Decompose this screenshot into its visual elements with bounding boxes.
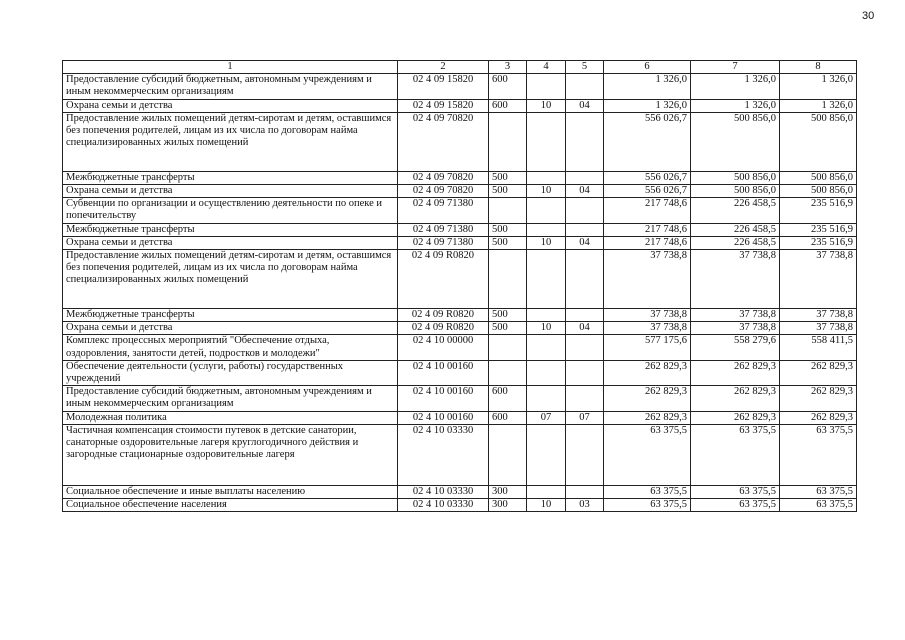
row-code-cell: 02 4 09 71380 [398,236,489,249]
row-col4-cell [527,198,566,223]
row-value7-cell: 262 829,3 [691,386,780,411]
row-col3-cell [489,198,527,223]
row-col3-cell: 300 [489,485,527,498]
row-col5-cell [566,74,604,99]
row-value7-cell: 262 829,3 [691,360,780,385]
table-row [63,250,857,309]
row-value7-cell: 226 458,5 [691,223,780,236]
row-value7-cell: 500 856,0 [691,171,780,184]
row-value8-cell: 37 738,8 [780,309,857,322]
row-col3-cell: 600 [489,74,527,99]
row-value7-cell: 37 738,8 [691,250,780,309]
row-name-cell: Межбюджетные трансферты [63,171,398,184]
row-code-cell: 02 4 09 70820 [398,171,489,184]
row-col4-cell [527,74,566,99]
row-value6-cell: 1 326,0 [604,74,691,99]
row-code-cell: 02 4 09 70820 [398,185,489,198]
row-value7-cell: 226 458,5 [691,236,780,249]
header-cell: 6 [604,61,691,74]
row-value7-cell: 63 375,5 [691,485,780,498]
row-value7-cell: 37 738,8 [691,322,780,335]
table-row [63,99,857,112]
row-name-cell: Охрана семьи и детства [63,236,398,249]
row-col5-cell: 04 [566,99,604,112]
row-value8-cell: 63 375,5 [780,424,857,485]
row-value8-cell: 262 829,3 [780,360,857,385]
row-value6-cell: 37 738,8 [604,309,691,322]
row-code-cell: 02 4 10 00160 [398,360,489,385]
row-value6-cell: 577 175,6 [604,335,691,360]
row-col3-cell [489,112,527,171]
row-name-cell: Социальное обеспечение и иные выплаты населению [63,485,398,498]
row-name-cell: Субвенции по организации и осуществлению деятельности по опеке и попечительству [63,198,398,223]
row-col5-cell [566,386,604,411]
row-col5-cell: 07 [566,411,604,424]
row-col4-cell [527,112,566,171]
row-value7-cell: 63 375,5 [691,499,780,512]
row-col3-cell: 500 [489,236,527,249]
header-row [63,61,857,74]
row-value7-cell: 500 856,0 [691,112,780,171]
row-value7-cell: 226 458,5 [691,198,780,223]
table-row [63,198,857,223]
row-value8-cell: 235 516,9 [780,198,857,223]
row-col5-cell [566,360,604,385]
header-cell: 8 [780,61,857,74]
row-value6-cell: 63 375,5 [604,485,691,498]
table-row [63,386,857,411]
row-name-cell: Молодежная политика [63,411,398,424]
row-value6-cell: 63 375,5 [604,499,691,512]
row-code-cell: 02 4 10 00160 [398,386,489,411]
row-name-cell: Предоставление жилых помещений детям-сиротам и детям, оставшимся без попечения родителей, лицам из их числа по договорам найма специализированных жилых помещений [63,250,398,309]
row-col3-cell: 500 [489,171,527,184]
row-col4-cell [527,386,566,411]
row-value8-cell: 262 829,3 [780,411,857,424]
row-col5-cell [566,485,604,498]
row-value8-cell: 37 738,8 [780,250,857,309]
table-row [63,112,857,171]
row-col4-cell: 07 [527,411,566,424]
row-col3-cell: 500 [489,322,527,335]
row-col4-cell [527,171,566,184]
row-name-cell: Охрана семьи и детства [63,322,398,335]
table-row [63,185,857,198]
row-col5-cell [566,223,604,236]
row-name-cell: Обеспечение деятельности (услуги, работы) государственных учреждений [63,360,398,385]
row-value6-cell: 63 375,5 [604,424,691,485]
row-col4-cell: 10 [527,99,566,112]
row-value6-cell: 217 748,6 [604,223,691,236]
row-value6-cell: 37 738,8 [604,250,691,309]
row-code-cell: 02 4 10 00160 [398,411,489,424]
row-value7-cell: 1 326,0 [691,74,780,99]
row-col4-cell [527,335,566,360]
table-row [63,74,857,99]
row-col5-cell [566,424,604,485]
row-value8-cell: 1 326,0 [780,74,857,99]
row-value8-cell: 500 856,0 [780,185,857,198]
row-col4-cell: 10 [527,185,566,198]
row-name-cell: Частичная компенсация стоимости путевок в детские санатории, санаторные оздоровительные лагеря круглогодичного действия и загородные стационарные оздоровительные лагеря [63,424,398,485]
table-row [63,360,857,385]
row-value6-cell: 262 829,3 [604,360,691,385]
row-name-cell: Комплекс процессных мероприятий "Обеспечение отдыха, оздоровления, занятости детей, подростков и молодежи" [63,335,398,360]
row-name-cell: Межбюджетные трансферты [63,223,398,236]
row-code-cell: 02 4 09 71380 [398,223,489,236]
table-row [63,171,857,184]
row-value7-cell: 500 856,0 [691,185,780,198]
row-value8-cell: 235 516,9 [780,223,857,236]
table-row [63,335,857,360]
row-col5-cell [566,309,604,322]
row-value8-cell: 558 411,5 [780,335,857,360]
row-name-cell: Предоставление субсидий бюджетным, автономным учреждениям и иным некоммерческим организациям [63,74,398,99]
row-value8-cell: 1 326,0 [780,99,857,112]
row-value6-cell: 556 026,7 [604,112,691,171]
row-col5-cell [566,335,604,360]
header-cell: 2 [398,61,489,74]
row-col5-cell: 04 [566,185,604,198]
row-value8-cell: 63 375,5 [780,485,857,498]
row-value6-cell: 262 829,3 [604,411,691,424]
row-col5-cell [566,171,604,184]
table-row [63,223,857,236]
row-name-cell: Межбюджетные трансферты [63,309,398,322]
header-cell: 1 [63,61,398,74]
row-col3-cell: 600 [489,386,527,411]
row-value6-cell: 37 738,8 [604,322,691,335]
row-code-cell: 02 4 09 R0820 [398,250,489,309]
row-col3-cell [489,424,527,485]
row-value7-cell: 1 326,0 [691,99,780,112]
row-col4-cell [527,485,566,498]
row-value8-cell: 262 829,3 [780,386,857,411]
row-col3-cell: 600 [489,411,527,424]
row-code-cell: 02 4 09 70820 [398,112,489,171]
row-value8-cell: 63 375,5 [780,499,857,512]
row-code-cell: 02 4 09 71380 [398,198,489,223]
row-value6-cell: 217 748,6 [604,236,691,249]
row-col3-cell: 600 [489,99,527,112]
row-col5-cell: 04 [566,322,604,335]
table-row [63,485,857,498]
row-value6-cell: 217 748,6 [604,198,691,223]
row-col3-cell [489,250,527,309]
row-col4-cell: 10 [527,499,566,512]
row-value7-cell: 63 375,5 [691,424,780,485]
row-col3-cell: 500 [489,185,527,198]
row-code-cell: 02 4 09 R0820 [398,322,489,335]
row-code-cell: 02 4 09 15820 [398,74,489,99]
row-col4-cell [527,223,566,236]
table-row [63,322,857,335]
table-row [63,236,857,249]
row-col5-cell [566,198,604,223]
row-col3-cell: 500 [489,309,527,322]
header-cell: 3 [489,61,527,74]
row-code-cell: 02 4 10 03330 [398,424,489,485]
table-row [63,411,857,424]
budget-table [62,60,857,512]
row-value6-cell: 556 026,7 [604,171,691,184]
row-name-cell: Предоставление жилых помещений детям-сиротам и детям, оставшимся без попечения родителей, лицам из их числа по договорам найма специализированных жилых помещений [63,112,398,171]
row-col3-cell: 300 [489,499,527,512]
row-value7-cell: 37 738,8 [691,309,780,322]
row-value7-cell: 262 829,3 [691,411,780,424]
row-code-cell: 02 4 10 03330 [398,499,489,512]
header-cell: 4 [527,61,566,74]
row-code-cell: 02 4 10 03330 [398,485,489,498]
row-col5-cell: 04 [566,236,604,249]
row-code-cell: 02 4 09 R0820 [398,309,489,322]
row-value6-cell: 556 026,7 [604,185,691,198]
row-col4-cell: 10 [527,236,566,249]
row-col4-cell: 10 [527,322,566,335]
row-col5-cell: 03 [566,499,604,512]
row-col3-cell [489,335,527,360]
header-cell: 7 [691,61,780,74]
table-row [63,424,857,485]
row-col4-cell [527,424,566,485]
row-col3-cell: 500 [489,223,527,236]
row-value8-cell: 500 856,0 [780,112,857,171]
row-col4-cell [527,309,566,322]
table-row [63,499,857,512]
row-col5-cell [566,112,604,171]
row-name-cell: Охрана семьи и детства [63,185,398,198]
row-col4-cell [527,360,566,385]
row-col3-cell [489,360,527,385]
header-cell: 5 [566,61,604,74]
row-code-cell: 02 4 10 00000 [398,335,489,360]
row-col4-cell [527,250,566,309]
row-col5-cell [566,250,604,309]
row-value6-cell: 262 829,3 [604,386,691,411]
row-value8-cell: 37 738,8 [780,322,857,335]
page-number: 30 [862,10,875,22]
row-value8-cell: 500 856,0 [780,171,857,184]
row-value8-cell: 235 516,9 [780,236,857,249]
row-name-cell: Социальное обеспечение населения [63,499,398,512]
row-code-cell: 02 4 09 15820 [398,99,489,112]
row-name-cell: Охрана семьи и детства [63,99,398,112]
table-row [63,309,857,322]
row-name-cell: Предоставление субсидий бюджетным, автономным учреждениям и иным некоммерческим организациям [63,386,398,411]
row-value7-cell: 558 279,6 [691,335,780,360]
row-value6-cell: 1 326,0 [604,99,691,112]
